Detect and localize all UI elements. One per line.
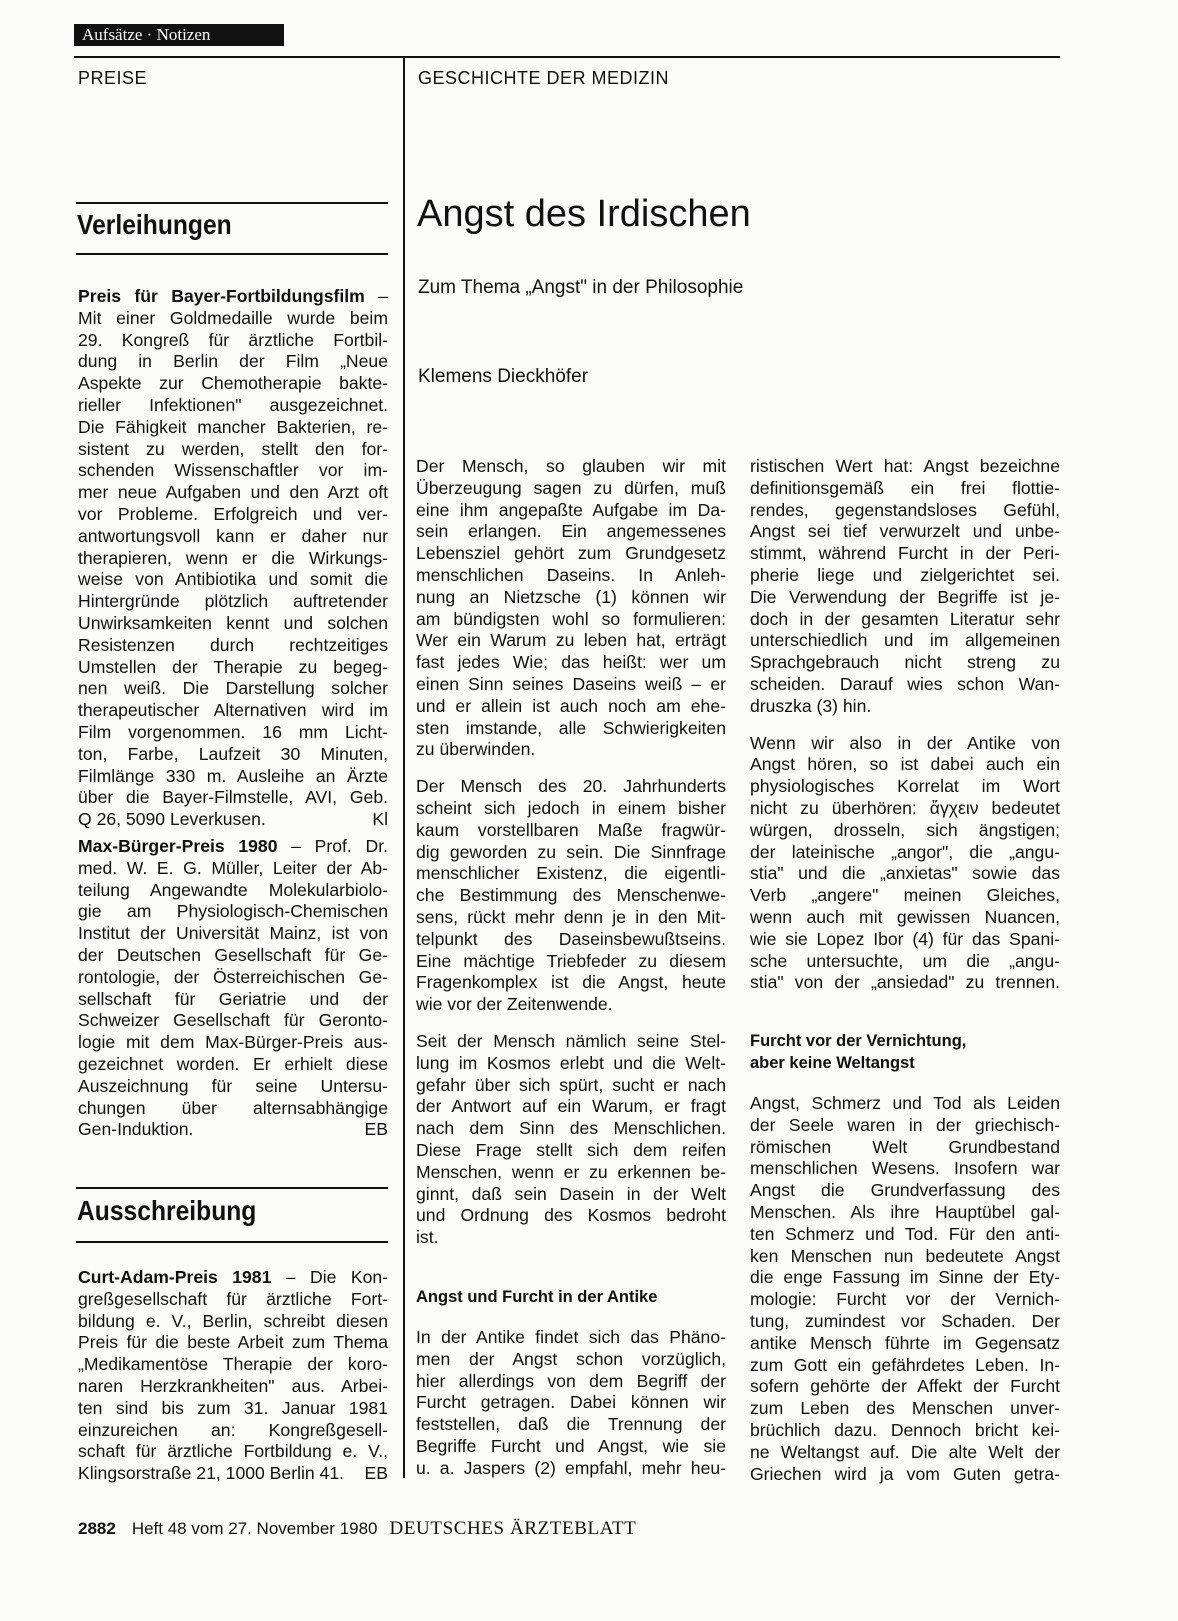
header-rule (74, 56, 1060, 58)
article-column-1-continued: In der Antike findet sich das Phäno- men der Angst schon vorzüglich, hier allerdings von dem Begriff der Furcht getragen. Dabei können wir feststellen, daß die Trennung der Begriffe Furcht und Angst, wie sie u. a. Jaspers (2) empfahl, mehr heu- (416, 1327, 726, 1478)
article-column-2 (750, 456, 1060, 994)
issue-info: Heft 48 vom 27. November 1980 (131, 1519, 378, 1538)
heading-rule-top (76, 202, 388, 204)
curt-adam-lead: Curt-Adam-Preis 1981 (78, 1267, 272, 1287)
author-initials: EB (364, 1119, 388, 1140)
article-title: Angst des Irdischen (417, 193, 751, 235)
paragraph-bayer-prize: Preis für Bayer-Fortbildungsfilm – Mit einer Goldmedaille wurde beim 29. Kongreß für ärztliche Fortbil- dung in Berlin der Film „Neue Aspekte zur Chemotherapie bakte- rieller Infektionen" ausgezeichnet. Die Fähigkeit mancher Bakterien, re- sistent zu werden, stellt den for- schenden Wissenschaftler vor im- mer neue Aufgaben und den Arzt oft vor Probleme. Erfolgreich und ver- antwortungsvoll kann er daher nur therapieren, wenn er die Wirkungs- weise von Antibiotika und somit die Hintergründe plötzlich auftretender Unwirksamkeiten kennt und solchen Resistenzen durch rechtzeitiges Umstellen der Therapie zu begeg- nen weiß. Die Darstellung solcher therapeutischer Alternativen wird im Film vorgenommen. 16 mm Licht- ton, Farbe, Laufzeit 30 Minuten, Filmlänge 330 m. Ausleihe an Ärzte über die Bayer-Filmstelle, AVI, Geb. Q 26, 5090 Leverkusen. Kl (78, 286, 388, 830)
heading-rule-bottom (76, 253, 388, 255)
journal-name: DEUTSCHES ÄRZTEBLATT (389, 1518, 637, 1539)
paragraph: Wenn wir also in der Antike von Angst hören, so ist dabei auch ein physiologisches Korrelat im Wort nicht zu überhören: ἄγχειν bedeutet würgen, drosseln, sich ängstigen; der lateinische „angor", die „angu- stia" und die „anxietas" sowie das Verb „angere" meinen Gleiches, wenn auch mit gewissen Nuancen, wie sie Lopez Ibor (4) für das Spani- sche untersuchte, um die „angu- stia" von der „ansiedad" zu trennen. (750, 732, 1060, 993)
heading-ausschreibung: Ausschreibung (77, 1195, 257, 1226)
max-buerger-lead: Max-Bürger-Preis 1980 (78, 836, 278, 856)
paragraph-max-buerger-prize: Max-Bürger-Preis 1980 – Prof. Dr. med. W. E. G. Müller, Leiter der Ab- teilung Angewandte Molekularbiolo- gie am Physiologisch-Chemischen Institut der Universität Mainz, ist von der Deutschen Gesellschaft für Ge- rontologie, der Österreichischen Ge- sellschaft für Geriatrie und der Schweizer Gesellschaft für Geronto- logie mit dem Max-Bürger-Preis aus- gezeichnet worden. Er erhielt diese Auszeichnung für seine Untersu- chungen über alternsabhängige Gen-Induktion. EB (78, 836, 388, 1140)
article-author: Klemens Dieckhöfer (418, 366, 589, 387)
page-footer (78, 1518, 636, 1540)
subheading-vernichtung: Furcht vor der Vernichtung, aber keine Weltangst (750, 1032, 967, 1072)
heading-rule-top (76, 1187, 388, 1189)
section-tag-label: Aufsätze · Notizen (82, 25, 211, 44)
paragraph-curt-adam-prize: Curt-Adam-Preis 1981 – Die Kon- greßgesellschaft für ärztliche Fort- bildung e. V., Berlin, schreibt diesen Preis für die beste Arbeit zum Thema „Medikamentöse Therapie der koro- naren Herzkrankheiten" aus. Arbei- ten sind bis zum 31. Januar 1981 einzureichen an: Kongreßgesell- schaft für ärztliche Fortbildung e. V., Klingsorstraße 21, 1000 Berlin 41. EB (78, 1267, 388, 1484)
paragraph: Der Mensch, so glauben wir mit Überzeugung sagen zu dürfen, muß eine ihm angepaßte Aufgabe im Da- sein erlangen. Ein angemessenes Lebensziel gehört zum Grundgesetz menschlichen Daseins. In Anleh- nung an Nietzsche (1) können wir am bündigsten wohl so formulieren: Wer ein Warum zu leben hat, erträgt fast jedes Wie; das heißt: wer um einen Sinn seines Daseins weiß – er und er allein ist auch noch am ehe- sten imstande, alle Schwierigkeiten zu überwinden. (416, 456, 726, 760)
author-initials: EB (364, 1463, 388, 1484)
left-section-title: PREISE (78, 68, 148, 88)
subheading-antike: Angst und Furcht in der Antike (416, 1288, 658, 1306)
page-number: 2882 (78, 1519, 116, 1538)
paragraph: ristischen Wert hat: Angst bezeichne definitionsgemäß ein frei flottie- rendes, gegenstandsloses Gefühl, Angst sei tief verwurzelt und unbe- stimmt, während Furcht in der Peri- pherie liege und zielgerichtet sei. Die Verwendung der Begriffe ist je- doch in der gesamten Literatur sehr unterschiedlich und im allgemeinen Sprachgebrauch nicht streng zu scheiden. Darauf wies schon Wan- druszka (3) hin. (750, 456, 1060, 716)
article-column-1 (416, 456, 726, 1249)
article-column-2-continued: Angst, Schmerz und Tod als Leiden der Seele waren in der griechisch- römischen Welt Grundbestand menschlichen Wesens. Insofern war Angst die Grundverfassung des Menschen. Als ihre Hauptübel gal- ten Schmerz und Tod. Für den anti- ken Menschen nun bedeutete Angst die enge Fassung im Sinne der Ety- mologie: Furcht vor der Vernich- tung, zumindest vor Schaden. Der antike Mensch führte im Gegensatz zum Gott ein gefährdetes Leben. In- sofern gehörte der Affekt der Furcht zum Leben des Menschen unver- brüchlich dazu. Dennoch bricht kei- ne Weltangst auf. Die alte Welt der Griechen wird ja vom Guten getra- (750, 1093, 1060, 1484)
heading-verleihungen: Verleihungen (77, 209, 232, 240)
heading-rule-bottom (76, 1241, 388, 1243)
right-section-title: GESCHICHTE DER MEDIZIN (418, 68, 670, 88)
bayer-prize-lead: Preis für Bayer-Fortbildungsfilm (78, 286, 365, 306)
column-divider (403, 56, 405, 1478)
paragraph: Seit der Mensch nämlich seine Stel- lung im Kosmos erlebt und die Welt- gefahr über sich spürt, sucht er nach der Antwort auf ein Warum, er fragt nach dem Sinn des Menschlichen. Diese Frage stellt sich dem reifen Menschen, wenn er zu erkennen be- ginnt, daß sein Dasein in der Welt und Ordnung des Kosmos bedroht ist. (416, 1030, 726, 1248)
paragraph: Der Mensch des 20. Jahrhunderts scheint sich jedoch in einem bisher kaum vorstellbaren Maße fragwür- dig geworden zu sein. Die Sinnfrage menschlicher Existenz, die eigentli- che Bestimmung des Menschenwe- sens, rückt mehr denn je in den Mit- telpunkt des Daseinsbewußtseins. Eine mächtige Triebfeder zu diesem Fragenkomplex ist die Angst, heute wie vor der Zeitenwende. (416, 776, 726, 1015)
article-subtitle: Zum Thema „Angst" in der Philosophie (418, 277, 744, 298)
author-initials: Kl (372, 809, 388, 830)
